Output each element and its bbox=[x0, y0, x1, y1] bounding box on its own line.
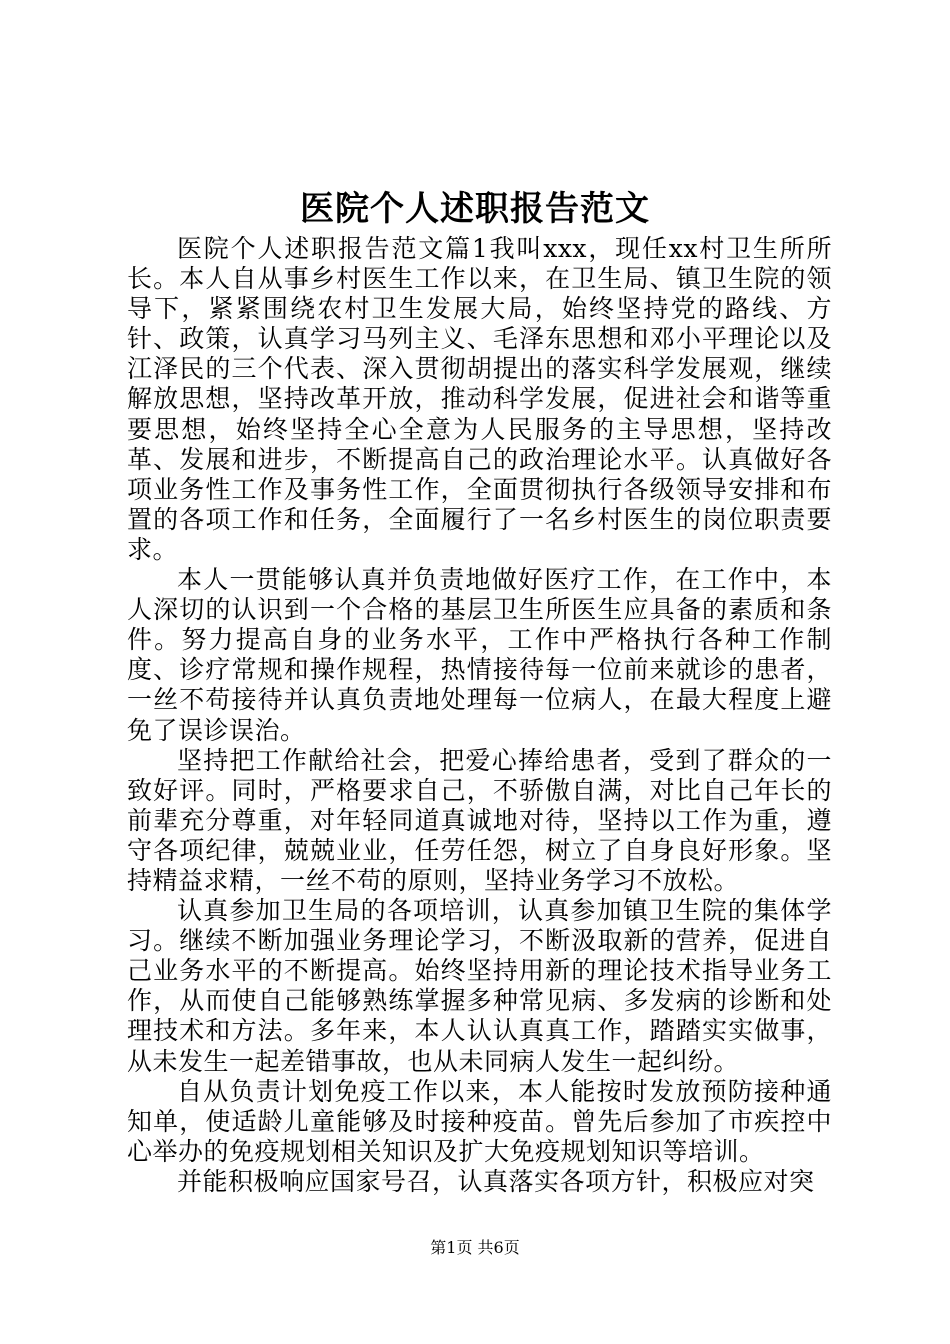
page-number-footer: 第1页 共6页 bbox=[430, 1238, 520, 1257]
paragraph-4: 认真参加卫生局的各项培训，认真参加镇卫生院的集体学习。继续不断加强业务理论学习，不断汲取新的营养，促进自己业务水平的不断提高。始终坚持用新的理论技术指导业务工作，从而使自己能够熟练掌握多种常见病、多发病的诊断和处理技术和方法。多年来，本人认认真真工作，踏踏实实做事，从未发生一起差错事故，也从未同病人发生一起纠纷。 bbox=[127, 896, 832, 1076]
paragraph-3: 坚持把工作献给社会，把爱心捧给患者，受到了群众的一致好评。同时，严格要求自己，不骄傲自满，对比自己年长的前辈充分尊重，对年轻同道真诚地对待，坚持以工作为重，遵守各项纪律，兢兢业业，任劳任怨，树立了自身良好形象。坚持精益求精，一丝不苟的原则，坚持业务学习不放松。 bbox=[127, 745, 832, 895]
paragraph-5: 自从负责计划免疫工作以来，本人能按时发放预防接种通知单，使适龄儿童能够及时接种疫苗。曾先后参加了市疾控中心举办的免疫规划相关知识及扩大免疫规划知识等培训。 bbox=[127, 1076, 832, 1166]
document-title: 医院个人述职报告范文 bbox=[300, 189, 650, 229]
document-body bbox=[127, 234, 832, 1197]
paragraph-6: 并能积极响应国家号召，认真落实各项方针，积极应对突 bbox=[177, 1166, 815, 1196]
paragraph-2: 本人一贯能够认真并负责地做好医疗工作，在工作中，本人深切的认识到一个合格的基层卫生所医生应具备的素质和条件。努力提高自身的业务水平，工作中严格执行各种工作制度、诊疗常规和操作规程，热情接待每一位前来就诊的患者，一丝不苟接待并认真负责地处理每一位病人，在最大程度上避免了误诊误治。 bbox=[127, 565, 832, 745]
paragraph-1: 医院个人述职报告范文篇1我叫xxx，现任xx村卫生所所长。本人自从事乡村医生工作以来，在卫生局、镇卫生院的领导下，紧紧围绕农村卫生发展大局，始终坚持党的路线、方针、政策，认真学习马列主义、毛泽东思想和邓小平理论以及江泽民的三个代表、深入贯彻胡提出的落实科学发展观，继续解放思想，坚持改革开放，推动科学发展，促进社会和谐等重要思想，始终坚持全心全意为人民服务的主导思想，坚持改革、发展和进步，不断提高自己的政治理论水平。认真做好各项业务性工作及事务性工作，全面贯彻执行各级领导安排和布置的各项工作和任务，全面履行了一名乡村医生的岗位职责要求。 bbox=[127, 234, 832, 564]
